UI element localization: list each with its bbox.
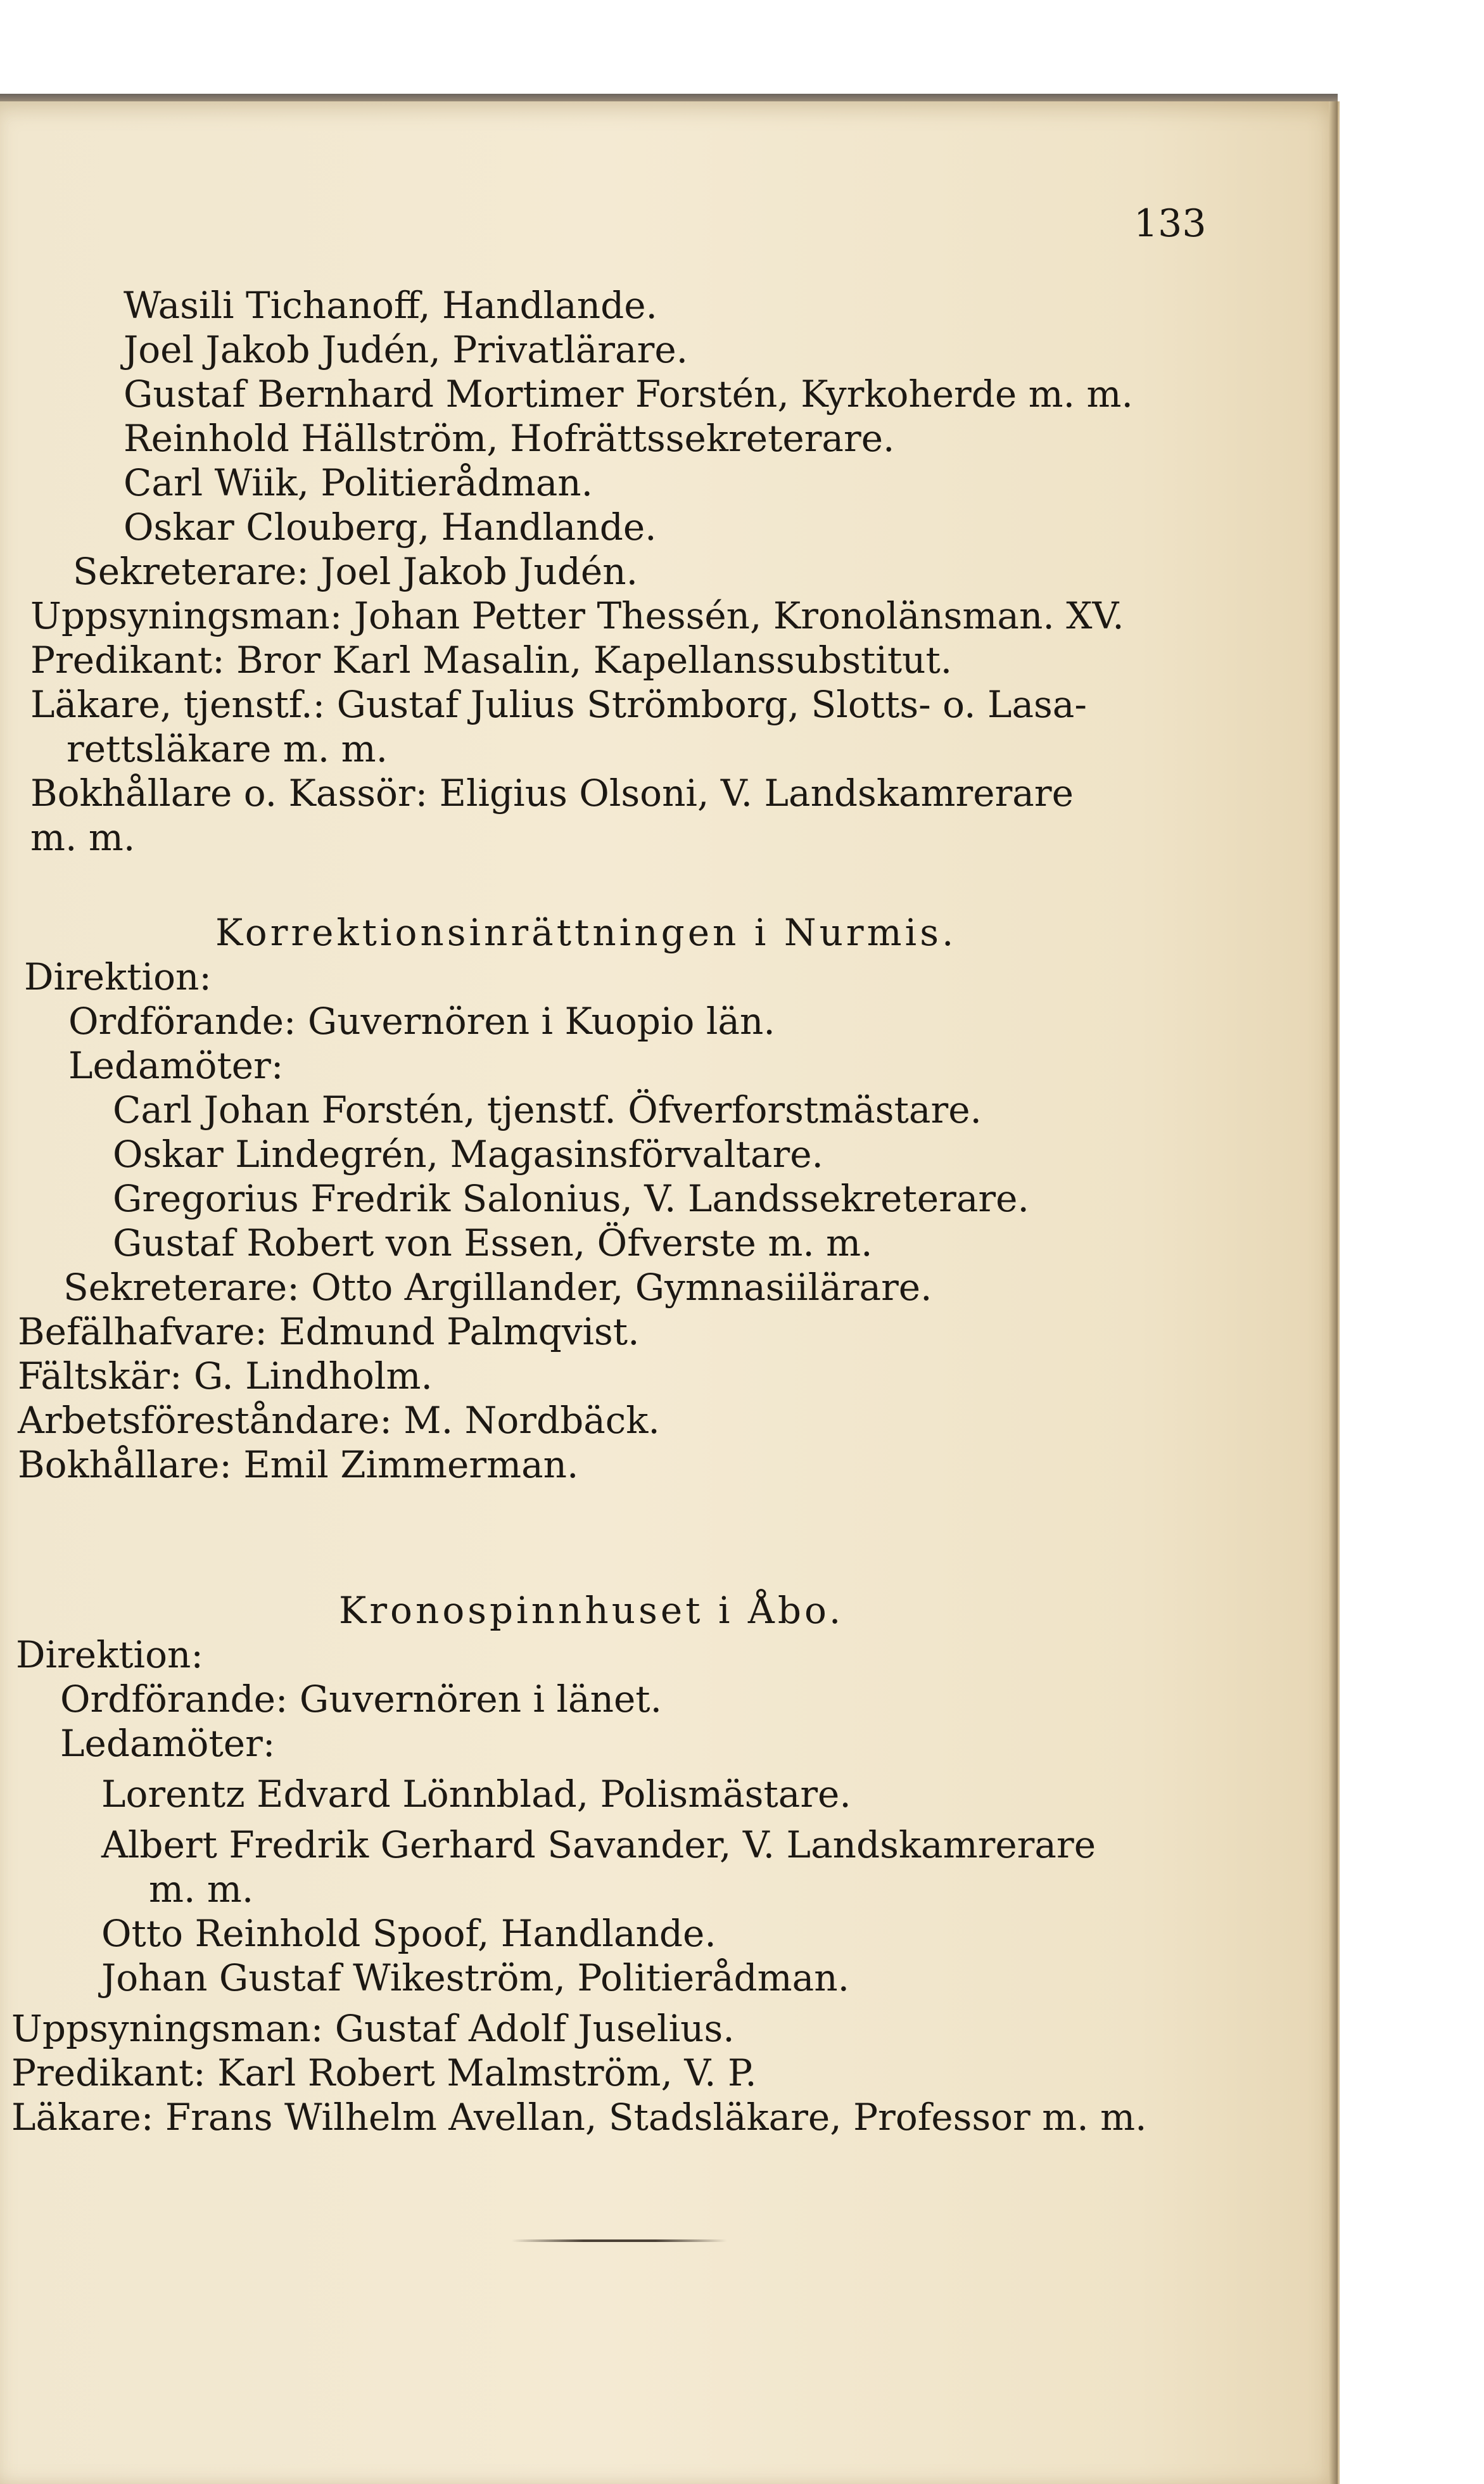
commander-line: Befälhafvare: Edmund Palmqvist. (18, 1310, 640, 1353)
supervisor-line: Uppsyningsman: Gustaf Adolf Juselius. (11, 2007, 735, 2050)
secretary-line: Sekreterare: Otto Argillander, Gymnasiilärare. (63, 1266, 932, 1309)
board-label: Direktion: (24, 955, 212, 998)
preacher-line: Predikant: Bror Karl Masalin, Kapellanssubstitut. (30, 639, 953, 682)
member-line: Reinhold Hällström, Hofrättssekreterare. (124, 417, 895, 460)
supervisor-line: Uppsyningsman: Johan Petter Thessén, Kronolänsman. XV. (30, 594, 1124, 637)
member-line: Carl Johan Forstén, tjenstf. Öfverforstmästare. (113, 1088, 982, 1131)
member-line: Gregorius Fredrik Salonius, V. Landssekreterare. (113, 1177, 1029, 1220)
surgeon-line: Fältskär: G. Lindholm. (18, 1354, 433, 1398)
end-divider (512, 2239, 727, 2242)
bookkeeper-line: Bokhållare o. Kassör: Eligius Olsoni, V. Landskamrerare (30, 772, 1074, 815)
member-line: Otto Reinhold Spoof, Handlande. (101, 1912, 716, 1955)
member-line: Joel Jakob Judén, Privatlärare. (124, 328, 688, 371)
doctor-line-continued: rettsläkare m. m. (67, 727, 388, 770)
board-label: Direktion: (16, 1633, 203, 1676)
member-line: Oskar Lindegrén, Magasinsförvaltare. (113, 1133, 823, 1176)
doctor-line: Läkare: Frans Wilhelm Avellan, Stadsläkare, Professor m. m. (11, 2096, 1147, 2139)
member-line: Carl Wiik, Politierådman. (124, 461, 593, 504)
chairman-line: Ordförande: Guvernören i länet. (60, 1678, 663, 1721)
page-right-edge (1329, 101, 1338, 2484)
secretary-line: Sekreterare: Joel Jakob Judén. (73, 550, 638, 593)
doctor-line: Läkare, tjenstf.: Gustaf Julius Strömborg, Slotts- o. Lasa- (30, 683, 1087, 726)
preacher-line: Predikant: Karl Robert Malmström, V. P. (11, 2051, 757, 2094)
member-line: Johan Gustaf Wikeström, Politierådman. (101, 1956, 850, 1999)
member-line: Lorentz Edvard Lönnblad, Polismästare. (101, 1773, 851, 1816)
bookkeeper-line-continued: m. m. (30, 816, 136, 859)
member-line: Gustaf Robert von Essen, Öfverste m. m. (113, 1221, 873, 1264)
member-line: Albert Fredrik Gerhard Savander, V. Landskamrerare (101, 1823, 1096, 1866)
chairman-line: Ordförande: Guvernören i Kuopio län. (68, 1000, 775, 1043)
members-label: Ledamöter: (60, 1722, 276, 1765)
section-heading: Korrektionsinrättningen i Nurmis. (215, 911, 957, 954)
bookkeeper-line: Bokhållare: Emil Zimmerman. (18, 1443, 579, 1486)
section-heading: Kronospinnhuset i Åbo. (339, 1589, 844, 1632)
page-number: 133 (1134, 201, 1207, 246)
member-line: Gustaf Bernhard Mortimer Forstén, Kyrkoherde m. m. (124, 373, 1133, 416)
member-line: Oskar Clouberg, Handlande. (124, 506, 657, 549)
members-label: Ledamöter: (68, 1044, 284, 1087)
member-line: Wasili Tichanoff, Handlande. (124, 284, 657, 327)
work-manager-line: Arbetsföreståndare: M. Nordbäck. (18, 1399, 660, 1442)
member-line-continued: m. m. (149, 1868, 254, 1911)
